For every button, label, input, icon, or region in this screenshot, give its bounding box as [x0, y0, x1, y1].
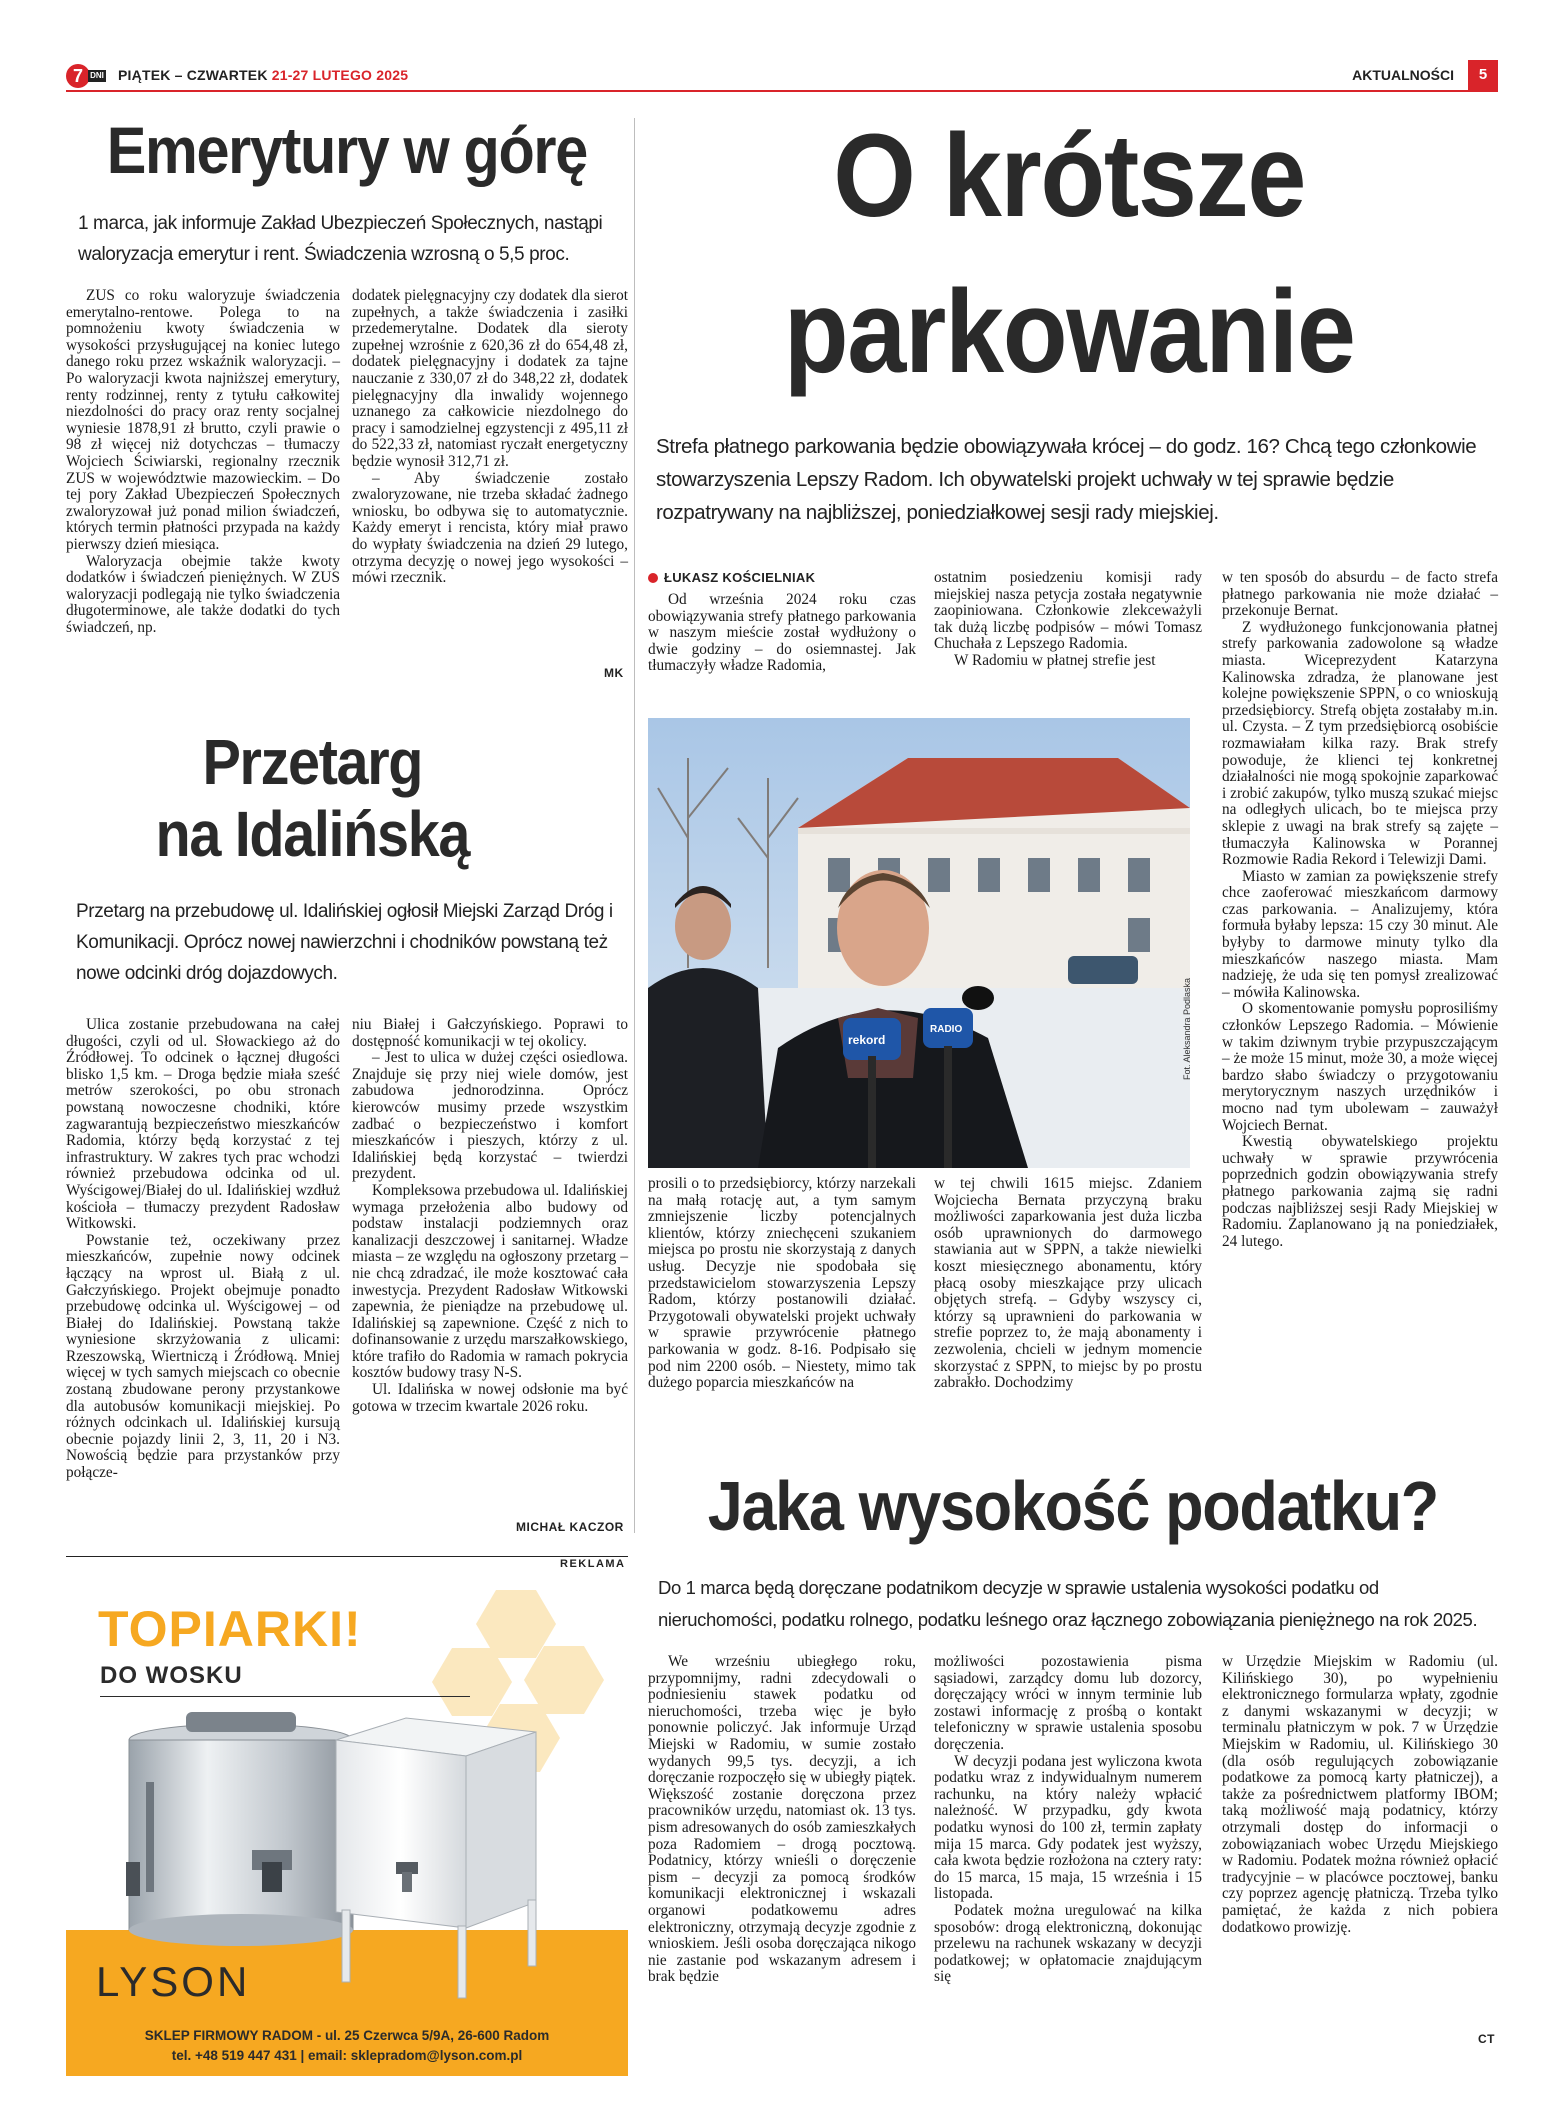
paragraph: O skomentowanie pomysłu poprosiliśmy członków Lepszego Radomia. – Mówienie w takim dziwnym trybie przypuszczającym – że może 15 minut, może 30, a może więcej bardzo słabo świadczy o przygotowaniu merytorycznym naszych urzędników i mocno nad tym ubolewam – zauważył Wojciech Bernat. — [1222, 1000, 1498, 1134]
photo-credit: Fot. Aleksandra Podlaska — [1182, 977, 1192, 1080]
paragraph: W Radomiu w płatnej strefie jest — [954, 651, 1156, 669]
paragraph: Kompleksowa przebudowa ul. Idalińskiej wymaga przełożenia albo budowy od podstaw instalacji podziemnych oraz kanalizacji deszczowej i sanitarnej. Władze miasta – ze względu na ogłoszony przetarg – nie chcą zdradzać, ile może kosztować cała inwestycja. Prezydent Radosław Witkowski zapewnia, że pieniądze na przebudowę ul. Idalińskiej są zapewnione. Część z nich to dofinansowanie z urzędu marszałkowskiego, które trafiło do Radomia w ramach pokrycia kosztów budowy trasy N-S. — [352, 1181, 628, 1382]
article4-column-2 — [934, 1654, 1202, 1986]
paragraph: Powstanie też, oczekiwany przez mieszkańców, zupełnie nowy odcinek łączący na wprost ul. Białą z ul. Gałczyńskiego. Projekt obejmuje ponadto przebudowę odcinka ul. Wyścigowej – od Białej do Idalińskiej. Powstaną także wyniesione skrzyżowania z ulicami: Rzeszowską, Wiertniczą i Źródłową. Mniej więcej w tych samych miejscach co obecnie zostaną zbudowane perony przystankowe dla autobusów komunikacji miejskiej. Po różnych odcinkach ul. Idalińskiej kursują obecnie pojazdy linii 2, 3, 11, 20 i N3. Nowością będzie para przystanków przy połącze- — [66, 1231, 340, 1482]
paragraph: Ulica zostanie przebudowana na całej długości, czyli od ul. Słowackiego aż do Źródłowej. To odcinek o łącznej długości blisko 1,5 km. – Droga będzie miała sześć metrów szerokości, po obu stronach powstaną nowoczesne chodniki, które zagwarantują bezpieczeństwo mieszkańców Radomia, którzy będą korzystać z tej infrastruktury. W zakres tych prac wchodzi również przebudowa odcinka od ul. Wyścigowej/Białej do ul. Idalińskiej wzdłuż kościoła – tłumaczy prezydent Radosław Witkowski. — [66, 1016, 340, 1233]
paragraph: – Aby świadczenie zostało zwaloryzowane, nie trzeba składać żadnego wniosku, bo odbywa się to automatycznie. Każdy emeryt i rencista, który miał prawo do wypłaty świadczenia na dzień 29 lutego, otrzyma decyzję o nowej jego wysokości – mówi rzecznik. — [352, 469, 628, 587]
byline-author: ŁUKASZ KOŚCIELNIAK — [664, 570, 816, 585]
article3-title-line2: parkowanie — [783, 266, 1355, 398]
issue-date-range: 21-27 LUTEGO 2025 — [271, 67, 409, 83]
paragraph: możliwości pozostawienia pisma sąsiadowi, zarządcy domu lub dozorcy, doręczający wróci w innym terminie lub zostawi informację z prośbą o kontakt telefoniczny w sprawie ustalenia sposobu doręczenia. — [934, 1653, 1202, 1753]
paragraph: Waloryzacja obejmie także kwoty dodatków i świadczeń pieniężnych. W ZUS waloryzacji podlegają nie tylko świadczenia długoterminowe, ale także dodatki do tych świadczeń, np. — [66, 552, 340, 636]
paragraph: prosili o to przedsiębiorcy, którzy narzekali na małą rotację aut, a tym samym zmniejszenie liczby potencjalnych klientów, którzy zniechęceni szukaniem miejsca po prostu nie skorzystają z danych usług. Decyzje nie spodobała się przedstawicielom stowarzyszenia Lepszy Radom, którzy postanowili działać. Przygotowali obywatelski projekt uchwały w sprawie przywrócenie płatnego parkowania w godz. 8-16. Podpisało się pod nim 2200 osób. – Niestety, mimo tak dużego poparcia mieszkańców na — [648, 1175, 916, 1392]
ad-subtitle-rule — [100, 1696, 470, 1697]
article2-column-2 — [352, 1017, 628, 1415]
ad-shop-address: SKLEP FIRMOWY RADOM - ul. 25 Czerwca 5/9A, 26-600 Radom — [144, 2028, 550, 2043]
page-header — [66, 62, 1498, 92]
article1-column-2 — [352, 288, 628, 587]
article4-signature: CT — [1478, 2032, 1495, 2046]
logo-text: DNI — [88, 70, 106, 82]
press-conference-photo — [648, 718, 1190, 1168]
ad-brand-logo: LYSON — [96, 1958, 251, 2005]
ad-subtitle: DO WOSKU — [100, 1662, 243, 1689]
paragraph: Ul. Idalińska w nowej odsłonie ma być gotowa w trzecim kwartale 2026 roku. — [352, 1381, 628, 1415]
ad-divider — [66, 1556, 628, 1557]
article4-title: Jaka wysokość podatku? — [707, 1467, 1438, 1545]
page-number: 5 — [1468, 60, 1498, 90]
mic-label-2: RADIO — [930, 1024, 963, 1035]
paragraph: ZUS co roku waloryzuje świadczenia emerytalno-rentowe. Polega to na pomnożeniu kwoty świadczenia w wysokości przysługującej na koniec lutego danego roku przez wskaźnik waloryzacji. – Po waloryzacji kwota najniższej emerytury, renty rodzinnej, renty z tytułu całkowitej niezdolności do pracy oraz renty socjalnej wyniesie 1878,91 zł brutto, czyli prawie o 98 zł więcej niż dotychczas – tłumaczy Wojciech Ściwiarski, regionalny rzecznik ZUS w województwie mazowieckim. – Do tej pory Zakład Ubezpieczeń Społecznych zwaloryzował już ponad milion świadczeń, których termin płatności przypada na każdy pierwszy dzień miesiąca. — [66, 287, 340, 553]
byline-dot-icon — [648, 573, 658, 583]
paragraph: w tej chwili 1615 miejsc. Zdaniem Wojciecha Bernata przyczyną braku możliwości zaparkowania jest duża liczba osób uprawnionych do darmowego stawiania aut w SPPN, a także niewielki koszt miesięcznego abonamentu, który płacą osoby mieszkające przy ulicach objętych strefą. – Gdyby wszyscy ci, którzy są uprawnieni do parkowania w strefie poprzez to, że mają abonamenty i zezwolenia, chcieli w jednym momencie skorzystać z SPPN, to miejsc by po prostu zabrakło. Dochodzimy — [934, 1175, 1202, 1392]
paragraph: Z wydłużonego funkcjonowania płatnej strefy parkowania zadowolone są władze miasta. Wiceprezydent Katarzyna Kalinowska zdradza, że planowane jest kolejne powiększenie SPPN, o co wnioskują przedsiębiorcy. Strefą objęta zostałaby m.in. ul. Czysta. – Z tym przedsiębiorcą osobiście rozmawiałam kilka razy. Brak strefy powoduje, że klienci tej konkretnej działalności nie mogą spokojnie zaparkować i zrobić zakupów, tylko muszą szukać miejsc na odległych ulicach, bo te miejsca przy sklepie z uwagi na brak strefy są zajęte – tłumaczyła Kalinowska w Porannej Rozmowie Radia Rekord i Telewizji Dami. — [1222, 618, 1498, 869]
article1-signature: MK — [604, 666, 624, 680]
article3-column-1-top — [648, 592, 916, 675]
article2-title-line2: na Idalińską — [155, 798, 470, 870]
logo-number: 7 — [66, 64, 90, 88]
article3-photo — [648, 718, 1190, 1168]
paragraph: niu Białej i Gałczyńskiego. Poprawi to dostępność komunikacji w tej okolicy. — [352, 1016, 628, 1050]
paragraph: w ten sposób do absurdu – de facto strefa płatnego parkowania nie może działać – przekonuje Bernat. — [1222, 569, 1498, 620]
paragraph: Podatek można uregulować na kilka sposobów: drogą elektroniczną, dokonując przelewu na rachunek wskazany w decyzji podatkowej; w opłatomacie znajdującym się — [934, 1901, 1202, 1986]
paragraph: Miasto w zamian za powiększenie strefy chce zaoferować mieszkańcom darmowy czas parkowania. – Analizujemy, która formuła byłaby lepsza: 15 czy 30 minut. Ale byłyby to darmowe minuty tylko dla mieszkańców naszego miasta. Mam nadzieję, że uda się ten pomysł zrealizować – mówiła Kalinowska. — [1222, 867, 1498, 1001]
article2-title-line1: Przetarg — [202, 726, 423, 798]
issue-date — [118, 67, 408, 83]
article4-column-1 — [648, 1654, 916, 1986]
paragraph: – Jest to ulica w dużej części osiedlowa. Znajduje się przy niej wiele domów, jest zabudowa jednorodzinna. Oprócz kierowców musimy przede wszystkim zadbać o bezpieczeństwo i komfort mieszkańców i pieszych, którzy z ul. Idalińskiej będą korzystać – twierdzi prezydent. — [352, 1049, 628, 1183]
article2-signature: MICHAŁ KACZOR — [516, 1520, 624, 1534]
article3-title-line1: O krótsze — [833, 110, 1306, 242]
paragraph: Od września 2024 roku czas obowiązywania strefy płatnego parkowania w naszym mieście został wydłużony o dwie godziny – do osiemnastej. Jak tłumaczyły władze Radomia, — [648, 591, 916, 675]
paragraph: dodatek pielęgnacyjny czy dodatek dla sierot zupełnych, a także świadczenia i zasiłki przedemerytalne. Dodatek dla sieroty zupełnej wzrośnie z 620,36 zł do 654,48 zł, dodatek pielęgnacyjny i dodatek za tajne nauczanie z 330,07 zł do 348,22 zł, dodatek pielęgnacyjny dla inwalidy wojennego uznanego za całkowicie niezdolnego do pracy i samodzielnej egzystencji z 495,11 zł do 522,33 zł, natomiast ryczałt energetyczny będzie wynosił 312,71 zł. — [352, 287, 628, 470]
article1-lead: 1 marca, jak informuje Zakład Ubezpieczeń Społecznych, nastąpi waloryzacja emerytur i rent. Świadczenia wzrosną o 5,5 proc. — [78, 213, 603, 265]
article3-byline — [648, 570, 815, 585]
article1-title: Emerytury w górę — [106, 113, 587, 187]
article3-lead: Strefa płatnego parkowania będzie obowiązywała krócej – do godz. 16? Chcą tego członkowie stowarzyszenia Lepszy Radom. Ich obywatelski projekt uchwały w tej sprawie będzie rozpatrywany na najbliższej, poniedziałkowej sesji rady miejskiej. — [656, 435, 1477, 524]
newspaper-logo — [66, 64, 108, 88]
section-name: AKTUALNOŚCI — [1352, 67, 1454, 83]
paragraph: Kwestią obywatelskiego projektu uchwały w sprawie przywrócenia poprzednich godzin obowiązywania strefy płatnego parkowania zajmą się radni podczas najbliższej sesji Rady Miejskiej w Radomiu. Zaplanowano ją na poniedziałek, 24 lutego. — [1222, 1133, 1498, 1250]
article4-lead: Do 1 marca będą doręczane podatnikom decyzje w sprawie ustalenia wysokości podatku od nieruchomości, podatku rolnego, podatku leśnego oraz łącznego zobowiązania pieniężnego na rok 2025. — [658, 1577, 1478, 1630]
ad-label: REKLAMA — [560, 1558, 626, 1570]
article4-column-3 — [1222, 1654, 1498, 1936]
article2-lead: Przetarg na przebudowę ul. Idalińskiej ogłosił Miejski Zarząd Dróg i Komunikacji. Oprócz nowej nawierzchni i chodników powstaną też nowe odcinki dróg dojazdowych. — [76, 901, 613, 984]
paragraph: W decyzji podana jest wyliczona kwota podatku wraz z indywidualnym numerem rachunku, na który należy wpłacić należność. W przypadku, gdy kwota podatku wynosi do 100 zł, termin zapłaty mija 15 marca. Gdy podatek jest wyższy, cała kwota będzie rozłożona na cztery raty: do 15 marca, 15 maja, 15 września i 15 listopada. — [934, 1752, 1202, 1903]
paragraph: ostatnim posiedzeniu komisji rady miejskiej nasza petycja została negatywnie zaopiniowana. Członkowie zlekceważyli tak dużą liczbę podpisów – mówi Tomasz Chuchała z Lepszego Radomia. — [934, 569, 1202, 653]
mic-label-1: rekord — [848, 1033, 886, 1047]
advertisement — [66, 1582, 628, 2076]
ad-title: TOPIARKI! — [98, 1601, 362, 1657]
paragraph: We wrześniu ubiegłego roku, przypomnijmy, radni zdecydowali o podniesieniu stawek podatku od nieruchomości, trzeba więc je było ponownie policzyć. Jak informuje Urząd Miejski w Radomiu, w sumie zostało wydanych 99,5 tys. decyzji, a ich doręczanie rozpoczęło się w ubiegły piątek. Większość zostanie doręczona przez pracowników urzędu, natomiast ok. 13 tys. pism adresowanych do osób zamieszkałych poza Radomiem – drogą pocztową. Podatnicy, którzy wnieśli o doręczenie pism – decyzji za pomocą środków komunikacji elektronicznej i wskazali organowi podatkowemu adres elektroniczny, otrzymają decyzje zgodnie z wnioskiem. Jeśli osoba doręczająca nikogo nie zastanie pod wskazanym adresem i brak będzie — [648, 1653, 916, 1986]
article3-column-2-bottom — [934, 1176, 1202, 1392]
ad-contact: tel. +48 519 447 431 | email: sklepradom@lyson.com.pl — [171, 2048, 523, 2063]
paragraph: w Urzędzie Miejskim w Radomiu (ul. Kilińskiego 30), po wypełnieniu elektronicznego formularza wpłaty, zgodnie z danymi wskazanymi w decyzji; w terminalu płatniczym w pok. 7 w Urzędzie Miejskim w Radomiu, ul. Kilińskiego 30 (dla osób regulujących zobowiązanie podatkowe za pomocą karty płatniczej), a także za pośrednictwem platformy IBOM; taką możliwość mają podatnicy, którzy otrzymali dostęp do informacji o zobowiązaniach wobec Urzędu Miejskiego w Radomiu. Podatek można również opłacić tradycyjnie – w placówce pocztowej, banku czy poprzez agencję płatniczą. Trzeba tylko pamiętać, że każda z nich pobiera dodatkowo prowizję. — [1222, 1653, 1498, 1936]
article3-column-3 — [1222, 570, 1498, 1250]
article3-column-2-top — [934, 570, 1202, 670]
article2-column-1 — [66, 1017, 340, 1482]
column-divider — [634, 118, 635, 1533]
article1-column-1 — [66, 288, 340, 636]
issue-date-prefix: PIĄTEK – CZWARTEK — [118, 67, 272, 83]
article3-column-1-bottom — [648, 1176, 916, 1392]
